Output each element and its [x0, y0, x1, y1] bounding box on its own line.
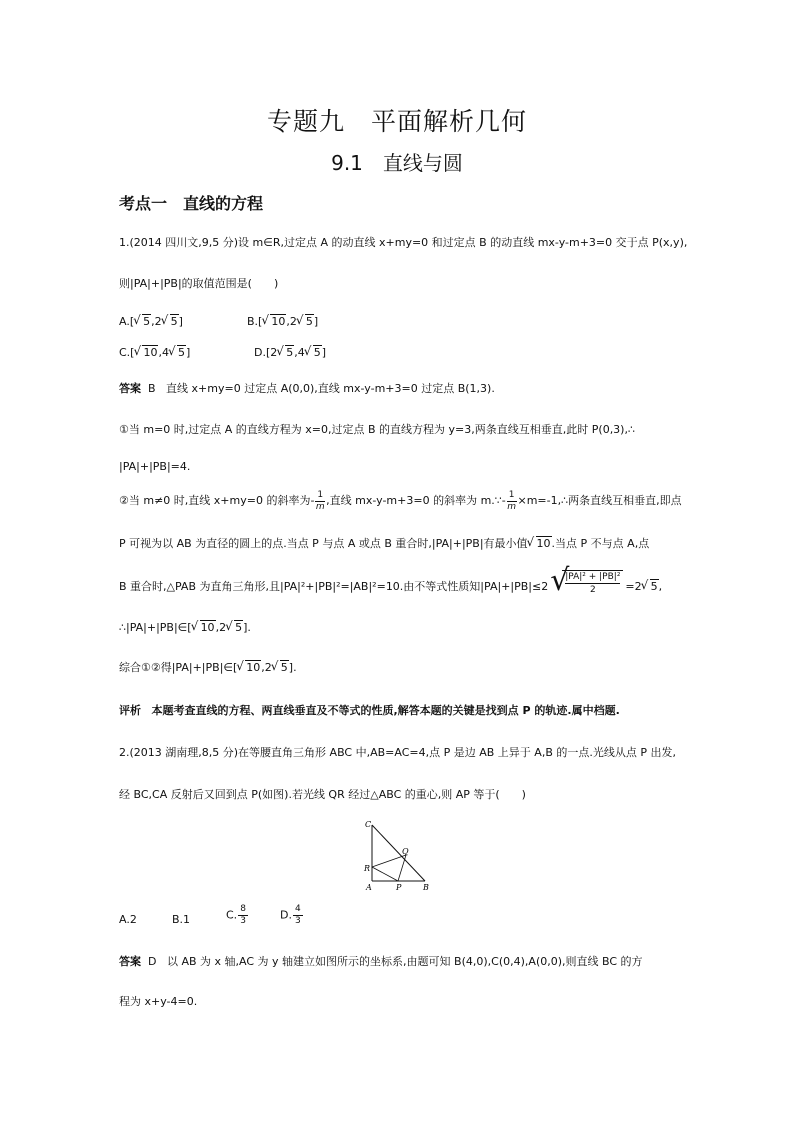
- q2-stem-line1: 2.(2013 湖南理,8,5 分)在等腰直角三角形 ABC 中,AB=AC=4,点 P 是边 AB 上异于 A,B 的一点.光线从点 P 出发,: [119, 746, 676, 759]
- q2-choice-a: A.2: [119, 913, 137, 926]
- q1-choice-d: D.[2√ 5,4√ 5]: [254, 346, 326, 359]
- q1-stem-line2: 则|PA|+|PB|的取值范围是( ): [119, 277, 279, 290]
- figure-label-c: C: [365, 820, 372, 829]
- figure-label-q: Q: [402, 847, 409, 856]
- q2-answer-line2: 程为 x+y-4=0.: [119, 995, 198, 1008]
- q1-case2-line1: ②当 m≠0 时,直线 x+my=0 的斜率为- $\frac{1}{m}$ ,直线 mx-y-m+3=0 的斜率为 m.∵- $\frac{1}{m}$ ×m=-1,∴两条直线互相垂直,即点: [119, 489, 682, 512]
- figure-label-a: A: [366, 883, 372, 892]
- q2-stem-line2: 经 BC,CA 反射后又回到点 P(如图).若光线 QR 经过△ABC 的重心,则 AP 等于( ): [119, 788, 526, 801]
- q2-answer: 答案 D 以 AB 为 x 轴,AC 为 y 轴建立如图所示的坐标系,由题可知 B(4,0),C(0,4),A(0,0),则直线 BC 的方: [119, 955, 643, 968]
- q1-case1-line1: ①当 m=0 时,过定点 A 的直线方程为 x=0,过定点 B 的直线方程为 y=3,两条直线互相垂直,此时 P(0,3),∴: [119, 423, 635, 436]
- q2-choice-d: D. $\frac{4}{3}$: [280, 904, 301, 926]
- triangle-figure: [355, 818, 441, 894]
- q1-case1-line2: |PA|+|PB|=4.: [119, 460, 191, 473]
- page-subtitle: 9.1 直线与圆: [331, 151, 463, 175]
- figure-label-b: B: [423, 883, 429, 892]
- page-title: 专题九 平面解析几何: [266, 107, 527, 136]
- q1-summary: 综合①②得|PA|+|PB|∈[√ 10,2√ 5].: [119, 661, 297, 675]
- q2-choice-c: C. $\frac{8}{3}$: [226, 904, 246, 926]
- q1-answer: 答案 B 直线 x+my=0 过定点 A(0,0),直线 mx-y-m+3=0 过定点 B(1,3).: [119, 382, 495, 395]
- q1-choice-b: B.[√ 10,2√ 5]: [247, 315, 318, 328]
- q1-choice-c: C.[√ 10,4√ 5]: [119, 346, 190, 359]
- q1-case2-line2: P 可视为以 AB 为直径的圆上的点.当点 P 与点 A 或点 B 重合时,|PA|+|PB|有最小值√ 10.当点 P 不与点 A,点: [119, 537, 649, 551]
- figure-label-p: P: [396, 883, 402, 892]
- q1-comment: 评析 本题考查直线的方程、两直线垂直及不等式的性质,解答本题的关键是找到点 P 的轨迹.属中档题.: [119, 704, 620, 717]
- figure-label-r: R: [364, 864, 371, 873]
- q1-choice-a: A.[√ 5,2√ 5]: [119, 315, 183, 328]
- q2-choice-b: B.1: [172, 913, 191, 926]
- q1-case2-line3: B 重合时,△PAB 为直角三角形,且|PA|²+|PB|²=|AB|²=10.由不等式性质知|PA|+|PB|≤2 √ $\frac{\text{|PA|² + |PB|²}}{2}$ =2√ 5,: [119, 570, 662, 604]
- q1-case2-line4: ∴|PA|+|PB|∈[√ 10,2√ 5].: [119, 621, 251, 635]
- section-heading: 考点一 直线的方程: [119, 194, 264, 213]
- q1-stem-line1: 1.(2014 四川文,9,5 分)设 m∈R,过定点 A 的动直线 x+my=0 和过定点 B 的动直线 mx-y-m+3=0 交于点 P(x,y),: [119, 236, 688, 249]
